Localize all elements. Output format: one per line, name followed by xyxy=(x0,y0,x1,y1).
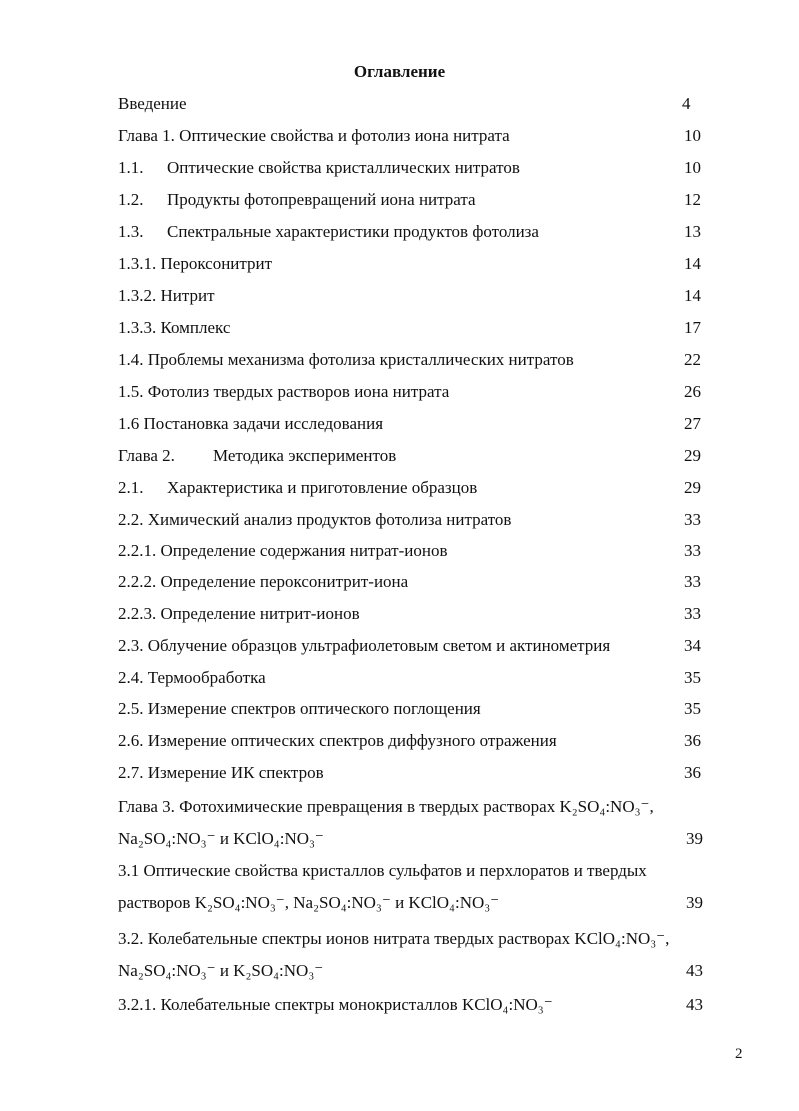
toc-page: 39 xyxy=(686,893,703,912)
toc-entry: 2.2.3. Определение нитрит-ионов xyxy=(118,604,360,623)
toc-entry-continuation: растворов K₂SO₄:NO₃⁻, Na₂SO₄:NO₃⁻ и KClO₄:NO₃⁻ xyxy=(118,893,500,912)
toc-entry: Глава 1. Оптические свойства и фотолиз иона нитрата xyxy=(118,126,510,145)
toc-entry: Глава 2. Методика экспериментов xyxy=(118,446,397,465)
toc-entry: 2.3. Облучение образцов ультрафиолетовым светом и актинометрия xyxy=(118,636,611,655)
toc-page: 12 xyxy=(684,190,701,209)
toc-page: 17 xyxy=(684,318,701,337)
toc-page: 26 xyxy=(684,382,701,401)
toc-page: 36 xyxy=(684,763,701,782)
toc-entry-continuation: Na₂SO₄:NO₃⁻ и K₂SO₄:NO₃⁻ xyxy=(118,961,324,980)
toc-entry: Введение xyxy=(118,94,187,113)
toc-page: 34 xyxy=(684,636,701,655)
toc-entry: 1.3.2. Нитрит xyxy=(118,286,215,305)
toc-entry: 1.1. Оптические свойства кристаллических нитратов xyxy=(118,158,520,177)
toc-page: 27 xyxy=(684,414,701,433)
toc-entry: 2.4. Термообработка xyxy=(118,668,266,687)
toc-entry: 2.1. Характеристика и приготовление образцов xyxy=(118,478,478,497)
toc-entry: 1.3.3. Комплекс xyxy=(118,318,231,337)
toc-entry: 2.5. Измерение спектров оптического поглощения xyxy=(118,699,481,718)
toc-entry: 1.3. Спектральные характеристики продуктов фотолиза xyxy=(118,222,539,241)
toc-entry: 2.7. Измерение ИК спектров xyxy=(118,763,324,782)
toc-entry: 3.2. Колебательные спектры ионов нитрата твердых растворах KClO₄:NO₃⁻, xyxy=(118,929,670,948)
toc-page: 35 xyxy=(684,699,701,718)
toc-page: 35 xyxy=(684,668,701,687)
toc-page: 13 xyxy=(684,222,701,241)
toc-page: 33 xyxy=(684,572,701,591)
toc-entry: 1.2. Продукты фотопревращений иона нитрата xyxy=(118,190,476,209)
toc-entry: 3.2.1. Колебательные спектры монокристаллов KClO₄:NO₃⁻ xyxy=(118,995,553,1014)
toc-entry: 1.6 Постановка задачи исследования xyxy=(118,414,384,433)
toc-page: 10 xyxy=(684,126,701,145)
toc-page: 22 xyxy=(684,350,701,369)
toc-page: 33 xyxy=(684,510,701,529)
toc-entry: 1.4. Проблемы механизма фотолиза кристаллических нитратов xyxy=(118,350,574,369)
toc-page: 10 xyxy=(684,158,701,177)
toc-entry-continuation: Na₂SO₄:NO₃⁻ и KClO₄:NO₃⁻ xyxy=(118,829,324,848)
toc-page: 43 xyxy=(686,995,703,1014)
page-number: 2 xyxy=(735,1046,743,1062)
toc-page: 29 xyxy=(684,478,701,497)
toc-entry: Глава 3. Фотохимические превращения в твердых растворах K₂SO₄:NO₃⁻, xyxy=(118,797,654,816)
toc-entry: 3.1 Оптические свойства кристаллов сульфатов и перхлоратов и твердых xyxy=(118,861,647,880)
page-title: Оглавление xyxy=(353,62,446,81)
toc-page: 33 xyxy=(684,604,701,623)
toc-entry: 1.3.1. Пероксонитрит xyxy=(118,254,273,273)
toc-page: 29 xyxy=(684,446,701,465)
toc-page: 14 xyxy=(684,254,701,273)
toc-page: 43 xyxy=(686,961,703,980)
toc-page: 39 xyxy=(686,829,703,848)
toc-entry: 2.6. Измерение оптических спектров диффузного отражения xyxy=(118,731,557,750)
toc-page: 4 xyxy=(682,94,691,113)
toc-page: 33 xyxy=(684,541,701,560)
toc-entry: 2.2. Химический анализ продуктов фотолиза нитратов xyxy=(118,510,512,529)
toc-entry: 2.2.2. Определение пероксонитрит-иона xyxy=(118,572,409,591)
toc-page: 14 xyxy=(684,286,701,305)
toc-entry: 2.2.1. Определение содержания нитрат-ионов xyxy=(118,541,448,560)
toc-entry: 1.5. Фотолиз твердых растворов иона нитрата xyxy=(118,382,450,401)
toc-page: 36 xyxy=(684,731,701,750)
